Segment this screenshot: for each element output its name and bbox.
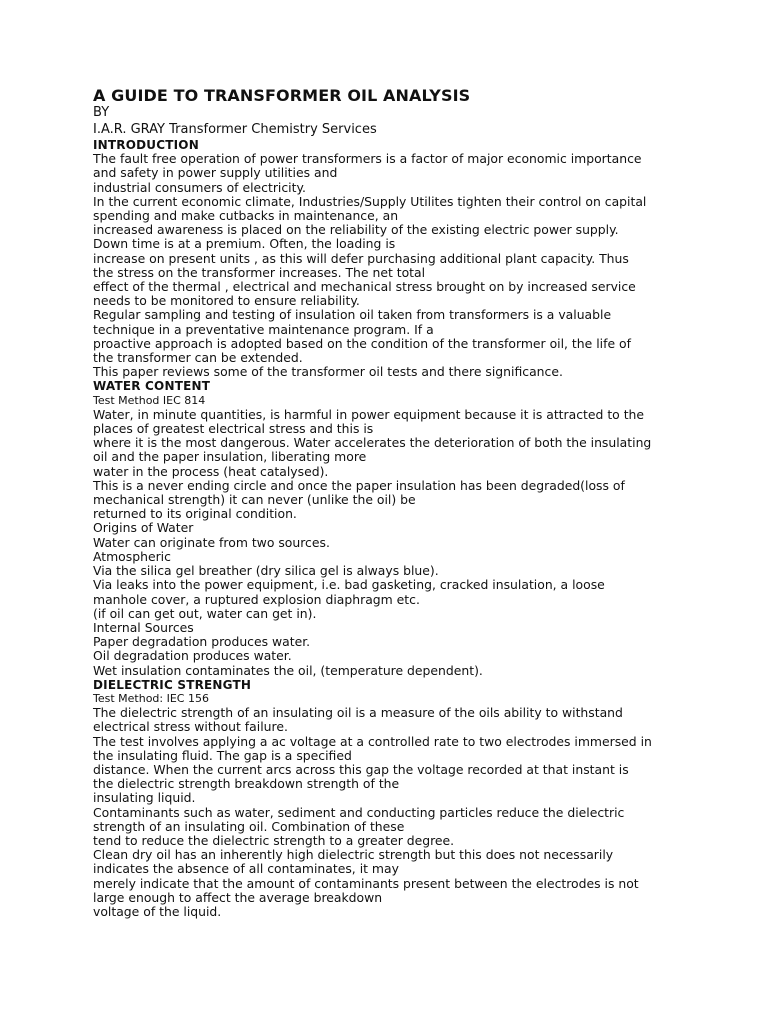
body-text-line: returned to its original condition. <box>93 506 297 522</box>
body-text-line: Via the silica gel breather (dry silica gel is always blue). <box>93 563 439 579</box>
author-line: I.A.R. GRAY Transformer Chemistry Services <box>93 122 377 137</box>
body-text-line: Via leaks into the power equipment, i.e. bad gasketing, cracked insulation, a loose <box>93 577 605 593</box>
body-text-line: increased awareness is placed on the reliability of the existing electric power supply. <box>93 222 619 238</box>
body-text-line: Internal Sources <box>93 619 194 635</box>
body-text-line: spending and make cutbacks in maintenance, an <box>93 208 399 224</box>
test-method: Test Method IEC 814 <box>93 393 206 407</box>
body-text-line: indicates the absence of all contaminates, it may <box>93 861 399 877</box>
body-text-line: mechanical strength) it can never (unlike the oil) be <box>93 492 416 508</box>
body-text-line: Down time is at a premium. Often, the loading is <box>93 236 396 252</box>
body-text-line: tend to reduce the dielectric strength to a greater degree. <box>93 832 455 848</box>
body-text-line: the dielectric strength breakdown strength of the <box>93 776 400 792</box>
test-method: Test Method: IEC 156 <box>93 691 209 705</box>
body-text-line: manhole cover, a ruptured explosion diaphragm etc. <box>93 591 420 607</box>
body-text-line: electrical stress without failure. <box>93 719 288 735</box>
body-text-line: Wet insulation contaminates the oil, (temperature dependent). <box>93 662 483 678</box>
body-text-line: increase on present units , as this will defer purchasing additional plant capacity. Thus <box>93 250 629 266</box>
body-text-line: (if oil can get out, water can get in). <box>93 605 317 621</box>
body-text-line: Origins of Water <box>93 520 194 536</box>
document-body <box>93 138 728 919</box>
body-text-line: Atmospheric <box>93 548 171 564</box>
body-text-line: Regular sampling and testing of insulation oil taken from transformers is a valuable <box>93 307 612 323</box>
body-text-line: places of greatest electrical stress and this is <box>93 421 374 437</box>
section-heading: INTRODUCTION <box>93 138 199 152</box>
body-text-line: Clean dry oil has an inherently high dielectric strength but this does not necessarily <box>93 847 614 863</box>
body-text-line: Water, in minute quantities, is harmful in power equipment because it is attracted to the <box>93 406 645 422</box>
body-text-line: In the current economic climate, Industries/Supply Utilites tighten their control on capital <box>93 193 647 209</box>
body-text-line: effect of the thermal , electrical and mechanical stress brought on by increased service <box>93 279 636 295</box>
byline: BY <box>93 105 110 120</box>
body-text-line: the transformer can be extended. <box>93 350 303 366</box>
section-heading: DIELECTRIC STRENGTH <box>93 677 252 692</box>
body-text-line: Contaminants such as water, sediment and conducting particles reduce the dielectric <box>93 804 625 820</box>
body-text-line: the insulating fluid. The gap is a specified <box>93 747 352 763</box>
body-text-line: Paper degradation produces water. <box>93 634 311 650</box>
body-text-line: Water can originate from two sources. <box>93 534 330 550</box>
body-text-line: large enough to affect the average breakdown <box>93 889 383 905</box>
section-water-content <box>93 379 728 677</box>
section-dielectric-strength <box>93 678 728 919</box>
body-text-line: and safety in power supply utilities and <box>93 165 338 181</box>
body-text-line: needs to be monitored to ensure reliability. <box>93 293 360 309</box>
body-text-line: The dielectric strength of an insulating oil is a measure of the oils ability to withstand <box>93 705 623 721</box>
body-text-line: where it is the most dangerous. Water accelerates the deterioration of both the insulating <box>93 435 652 451</box>
body-text-line: Oil degradation produces water. <box>93 648 292 664</box>
body-text-line: technique in a preventative maintenance program. If a <box>93 321 434 337</box>
document-title: A GUIDE TO TRANSFORMER OIL ANALYSIS <box>93 86 471 105</box>
body-text-line: The test involves applying a ac voltage at a controlled rate to two electrodes immersed in <box>93 733 652 749</box>
body-text-line: the stress on the transformer increases. The net total <box>93 264 426 280</box>
body-text-line: strength of an insulating oil. Combination of these <box>93 818 405 834</box>
body-text-line: industrial consumers of electricity. <box>93 179 306 195</box>
section-heading: WATER CONTENT <box>93 379 211 394</box>
section-introduction <box>93 138 728 379</box>
body-text-line: proactive approach is adopted based on the condition of the transformer oil, the life of <box>93 335 631 351</box>
body-text-line: insulating liquid. <box>93 790 196 806</box>
body-text-line: This is a never ending circle and once the paper insulation has been degraded(loss of <box>93 477 625 493</box>
body-text-line: oil and the paper insulation, liberating more <box>93 449 367 465</box>
body-text-line: merely indicate that the amount of contaminants present between the electrodes is not <box>93 875 639 891</box>
body-text-line: The fault free operation of power transformers is a factor of major economic importance <box>93 151 642 167</box>
body-text-line: water in the process (heat catalysed). <box>93 463 329 479</box>
body-text-line: voltage of the liquid. <box>93 903 222 919</box>
body-text-line: This paper reviews some of the transformer oil tests and there significance. <box>93 364 563 380</box>
body-text-line: distance. When the current arcs across this gap the voltage recorded at that instant is <box>93 761 629 777</box>
